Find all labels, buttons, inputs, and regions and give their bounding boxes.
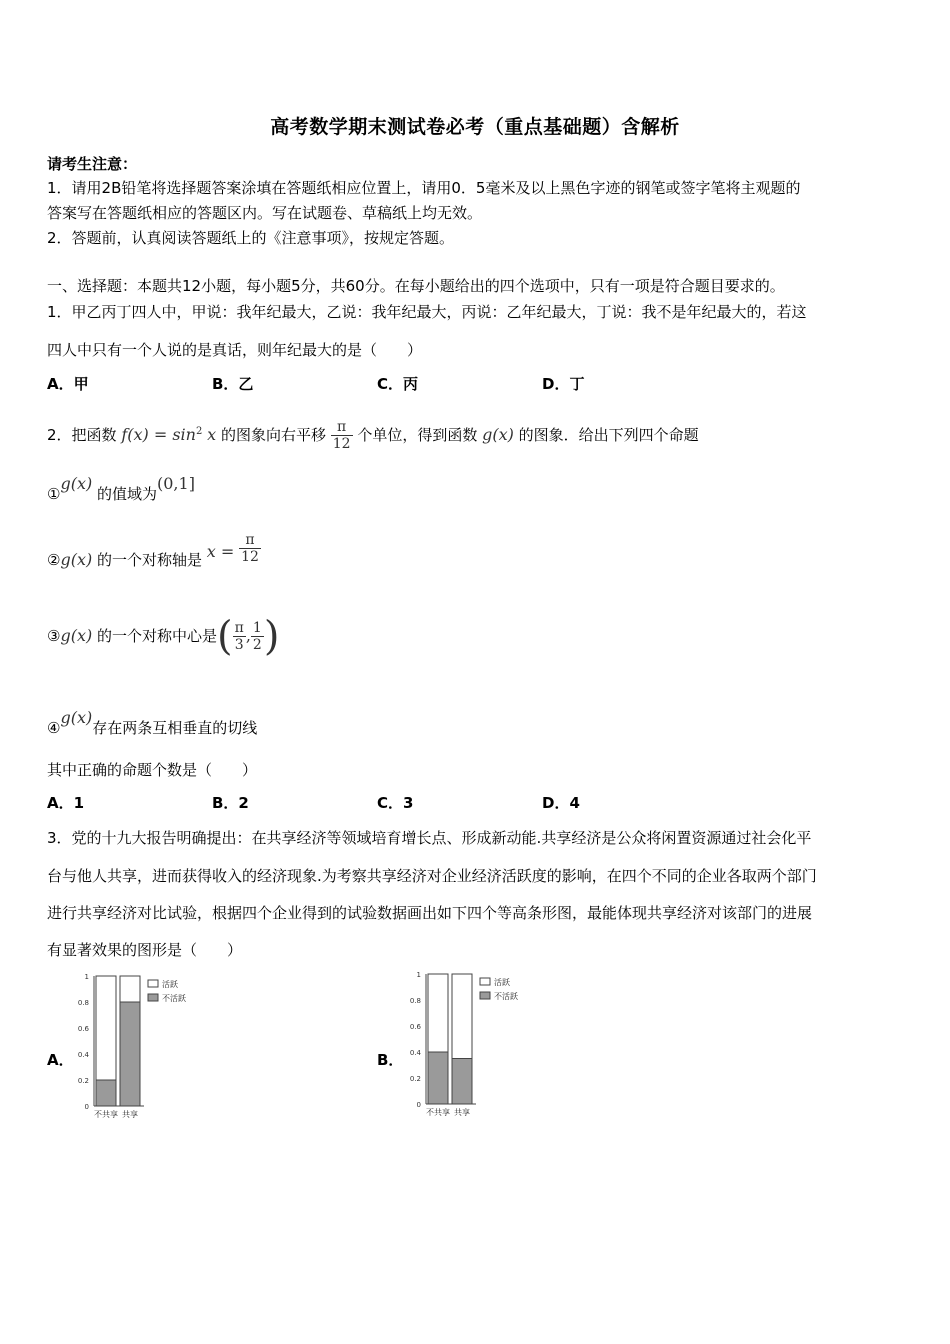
y-tick-label-0: 0.4 xyxy=(77,1051,89,1059)
q2-p2-x: x = xyxy=(206,542,235,561)
left-paren-icon: ( xyxy=(217,613,233,660)
q2-option-a[interactable]: A．1 xyxy=(47,794,85,812)
comma-icon: , xyxy=(245,626,251,645)
q2-proposition-3 xyxy=(47,612,279,661)
q2-f-var: x xyxy=(207,425,217,444)
q2-mid-2: 个单位，得到函数 xyxy=(357,426,478,444)
q2-p3-num-1: π xyxy=(234,620,244,636)
q3-option-a[interactable]: A． xyxy=(47,1051,74,1069)
q1-line-2: 四人中只有一个人说的是真话，则年纪最大的是（ ） xyxy=(47,341,423,359)
q1-option-c[interactable]: C．丙 xyxy=(377,375,419,393)
q2-p3-den-2: 2 xyxy=(252,637,262,653)
q2-suffix: 的图象．给出下列四个命题 xyxy=(518,426,699,444)
q2-f-expr: f(x) = sin xyxy=(121,425,196,444)
q2-f-sup: 2 xyxy=(195,426,203,437)
q1-option-b[interactable]: B．乙 xyxy=(212,375,254,393)
q2-p3-g: g(x) xyxy=(60,626,93,645)
y-tick-label-1: 0.4 xyxy=(409,1049,421,1057)
x-tick-label-1-0: 不共享 xyxy=(426,1108,450,1117)
q2-option-d[interactable]: D．4 xyxy=(542,794,580,812)
q2-p2-fraction xyxy=(239,532,261,565)
y-tick-label-1: 0.8 xyxy=(409,997,421,1005)
q2-p1-text: 的值域为 xyxy=(96,485,157,503)
q2-p3-fraction-2 xyxy=(251,620,264,653)
q2-proposition-4 xyxy=(47,700,257,746)
x-tick-label-1-1: 共享 xyxy=(454,1108,470,1117)
chart-b xyxy=(402,966,542,1126)
section-heading: 一、选择题：本题共12小题，每小题5分，共60分。在每小题给出的四个选项中，只有一项是符合题目要求的。 xyxy=(47,277,785,295)
bar-inactive-0-0 xyxy=(96,1080,116,1106)
y-tick-label-0: 0.8 xyxy=(77,999,89,1007)
notice-line-1: 1．请用2B铅笔将选择题答案涂填在答题纸相应位置上，请用0．5毫米及以上黑色字迹的钢笔或签字笔将主观题的 xyxy=(47,179,801,197)
legend-swatch-1-0 xyxy=(480,978,490,985)
q2-p2-text: 的一个对称轴是 xyxy=(96,551,202,569)
q2-g-expr: g(x) xyxy=(482,425,514,444)
q2-p1-mark: ① xyxy=(47,485,61,503)
q2-stem xyxy=(47,414,699,453)
q2-question: 其中正确的命题个数是（ ） xyxy=(47,761,258,779)
y-tick-label-0: 1 xyxy=(84,973,89,981)
page-title: 高考数学期末测试卷必考（重点基础题）含解析 xyxy=(270,116,680,138)
q2-p3-den-1: 3 xyxy=(234,637,244,653)
q3-line-1: 3．党的十九大报告明确提出：在共享经济等领域培育增长点、形成新动能.共享经济是公众将闲置资源通过社会化平 xyxy=(47,829,812,847)
q2-p3-num-2: 1 xyxy=(252,620,262,636)
q2-proposition-2 xyxy=(47,532,261,580)
legend-swatch-0-1 xyxy=(148,994,158,1001)
legend-label-0-1: 不活跃 xyxy=(162,994,186,1003)
chart-a xyxy=(70,968,210,1128)
q2-shift-fraction xyxy=(331,419,353,452)
legend-swatch-0-0 xyxy=(148,980,158,987)
notice-line-2: 2．答题前，认真阅读答题纸上的《注意事项》，按规定答题。 xyxy=(47,229,455,247)
q1-option-a[interactable]: A．甲 xyxy=(47,375,89,393)
q2-p2-g: g(x) xyxy=(60,550,93,569)
q2-p4-text: 存在两条互相垂直的切线 xyxy=(92,719,258,737)
legend-label-0-0: 活跃 xyxy=(162,980,178,989)
y-tick-label-0: 0 xyxy=(84,1103,89,1111)
q2-option-c[interactable]: C．3 xyxy=(377,794,414,812)
q2-mid-1: 的图象向右平移 xyxy=(220,426,326,444)
q3-option-b[interactable]: B． xyxy=(377,1051,404,1069)
q2-p3-text: 的一个对称中心是 xyxy=(96,627,217,645)
q3-line-4: 有显著效果的图形是（ ） xyxy=(47,941,243,959)
right-paren-icon: ) xyxy=(263,613,280,660)
y-tick-label-1: 1 xyxy=(416,971,421,979)
notice-line-1b: 答案写在答题纸相应的答题区内。写在试题卷、草稿纸上均无效。 xyxy=(47,204,483,222)
bar-inactive-1-1 xyxy=(452,1059,472,1105)
legend-swatch-1-1 xyxy=(480,992,490,999)
y-tick-label-1: 0.6 xyxy=(409,1023,421,1031)
q2-p2-den: 12 xyxy=(241,549,259,565)
bar-inactive-1-0 xyxy=(428,1052,448,1104)
q2-option-b[interactable]: B．2 xyxy=(212,794,249,812)
notice-heading: 请考生注意： xyxy=(47,155,138,173)
y-tick-label-0: 0.2 xyxy=(77,1077,89,1085)
q2-p4-mark: ④ xyxy=(47,719,61,737)
q3-line-3: 进行共享经济对比试验，根据四个企业得到的试验数据画出如下四个等高条形图，最能体现共享经济对该部门的进展 xyxy=(47,904,813,922)
q2-proposition-1 xyxy=(47,466,195,512)
q2-p1-g: g(x) xyxy=(60,474,93,493)
q2-p2-num: π xyxy=(239,532,261,549)
y-tick-label-0: 0.6 xyxy=(77,1025,89,1033)
q2-p2-mark: ② xyxy=(47,551,61,569)
q2-prefix: 2．把函数 xyxy=(47,426,117,444)
legend-label-1-0: 活跃 xyxy=(494,978,510,987)
x-tick-label-0-0: 不共享 xyxy=(94,1110,118,1119)
y-tick-label-1: 0 xyxy=(416,1101,421,1109)
q2-shift-num: π xyxy=(331,419,353,436)
x-tick-label-0-1: 共享 xyxy=(122,1110,138,1119)
q2-p3-mark: ③ xyxy=(47,627,61,645)
q2-shift-den: 12 xyxy=(332,436,351,452)
q1-line-1: 1．甲乙丙丁四人中，甲说：我年纪最大，乙说：我年纪最大，丙说：乙年纪最大，丁说：我不是年纪最大的，若这 xyxy=(47,303,807,321)
q2-p3-fraction-1 xyxy=(233,620,246,653)
q2-p1-range: (0,1] xyxy=(157,474,195,493)
q1-option-d[interactable]: D．丁 xyxy=(542,375,585,393)
bar-inactive-0-1 xyxy=(120,1002,140,1106)
y-tick-label-1: 0.2 xyxy=(409,1075,421,1083)
legend-label-1-1: 不活跃 xyxy=(494,992,518,1001)
q3-line-2: 台与他人共享，进而获得收入的经济现象.为考察共享经济对企业经济活跃度的影响，在四个不同的企业各取两个部门 xyxy=(47,867,817,885)
q2-p4-g: g(x) xyxy=(60,708,93,727)
